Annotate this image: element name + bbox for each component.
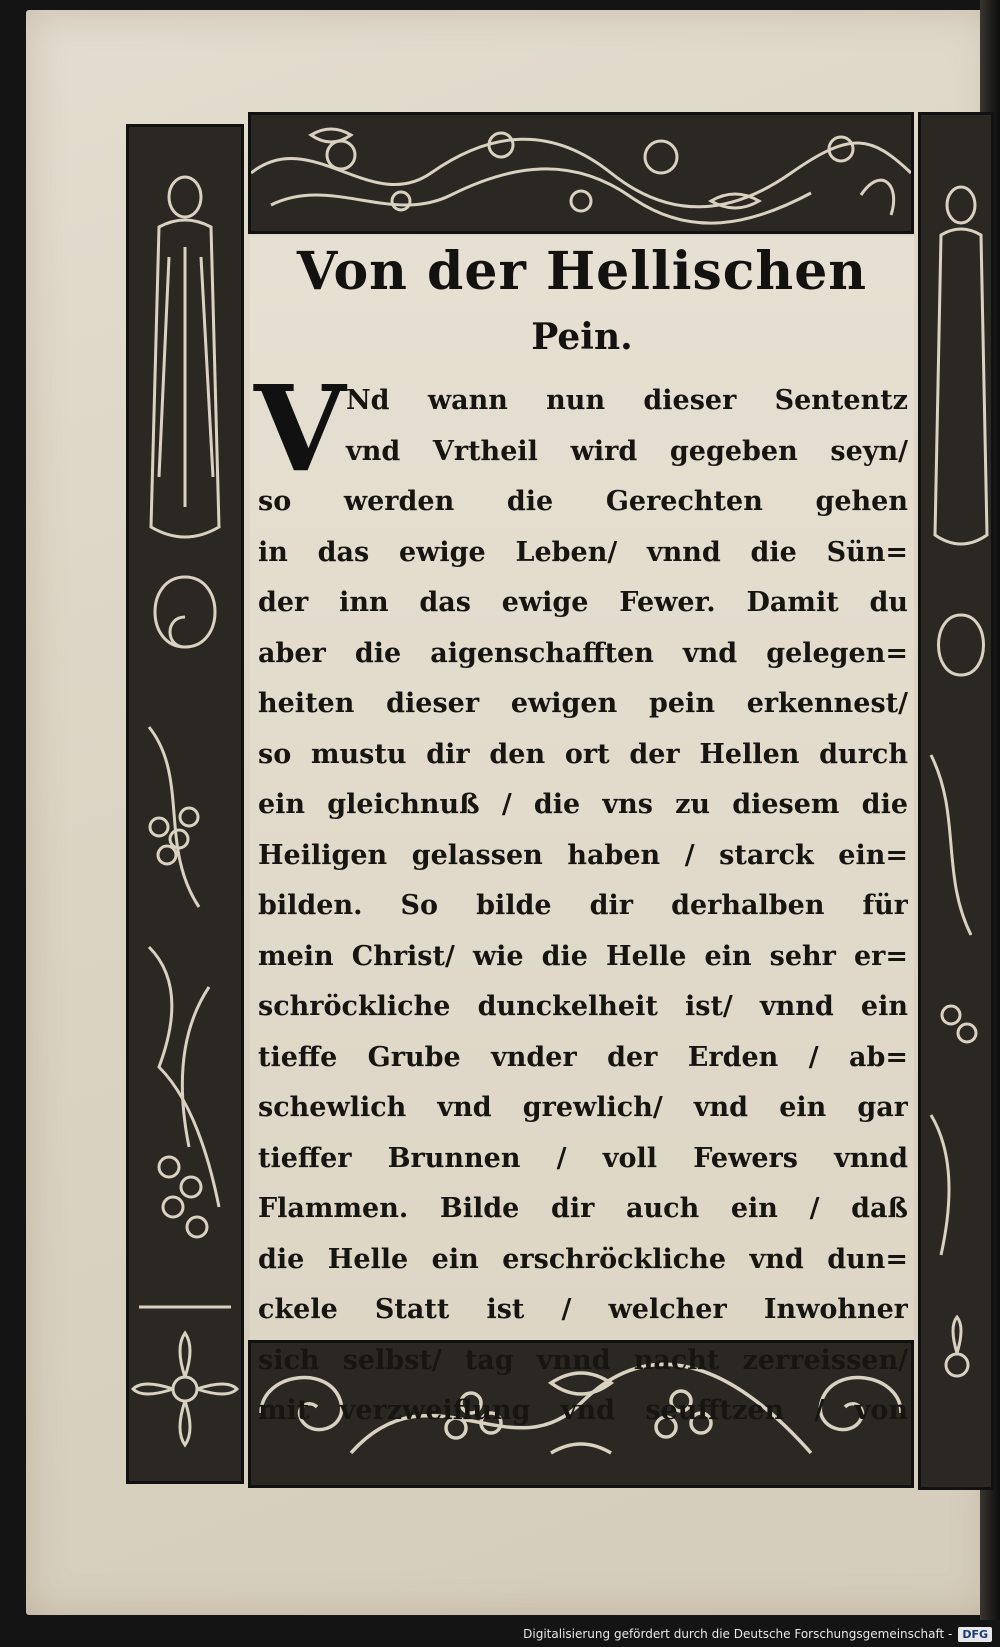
text-line: so werden die Gerechten gehen xyxy=(258,486,908,517)
text-line: heiten dieser ewigen pein erkennest/ xyxy=(258,688,908,719)
text-line: sich selbst/ tag vnnd nacht zerreissen/ xyxy=(258,1344,908,1376)
text-line: schewlich vnd grewlich/ vnd ein gar xyxy=(258,1092,908,1123)
text-line: ckele Statt ist / welcher Inwohner xyxy=(258,1294,908,1325)
woodcut-border-right xyxy=(918,112,994,1490)
woodcut-border-top xyxy=(248,112,914,234)
text-line: die Helle ein erschröckliche vnd dun= xyxy=(258,1243,908,1275)
text-line: Heiligen gelassen haben / starck ein= xyxy=(258,839,908,871)
body-text xyxy=(254,359,908,1437)
text-line: aber die aigenschafften vnd gelegen= xyxy=(258,637,908,669)
text-line: bilden. So bilde dir derhalben für xyxy=(258,890,908,921)
drop-cap-initial: V xyxy=(254,359,346,498)
chapter-title: Von der Hellischen xyxy=(296,241,868,302)
woodcut-border-left xyxy=(126,124,244,1484)
text-line: Nd wann nun dieser Sententz xyxy=(346,385,908,416)
dfg-logo[interactable]: DFG xyxy=(958,1627,992,1642)
text-line: in das ewige Leben/ vnnd die Sün= xyxy=(258,536,908,568)
text-line: mein Christ/ wie die Helle ein sehr er= xyxy=(258,940,908,972)
text-line: schröckliche dunckelheit ist/ vnnd ein xyxy=(258,991,908,1022)
text-line: mit verzweiflung vnd seufftzen / von xyxy=(258,1395,908,1426)
funding-footer xyxy=(523,1623,992,1645)
funding-notice: Digitalisierung gefördert durch die Deutsche Forschungsgemeinschaft - xyxy=(523,1627,953,1641)
text-panel xyxy=(250,236,914,1426)
text-line: tieffer Brunnen / voll Fewers vnnd xyxy=(258,1142,908,1174)
text-line: ein gleichnuß / die vns zu diesem die xyxy=(258,789,908,820)
text-line: vnd Vrtheil wird gegeben seyn/ xyxy=(346,435,908,467)
text-line: der inn das ewige Fewer. Damit du xyxy=(258,587,908,618)
text-line: so mustu dir den ort der Hellen durch xyxy=(258,738,908,770)
chapter-subtitle: Pein. xyxy=(531,316,633,358)
text-line: Flammen. Bilde dir auch ein / daß xyxy=(258,1193,908,1224)
text-line: tieffe Grube vnder der Erden / ab= xyxy=(258,1041,908,1073)
